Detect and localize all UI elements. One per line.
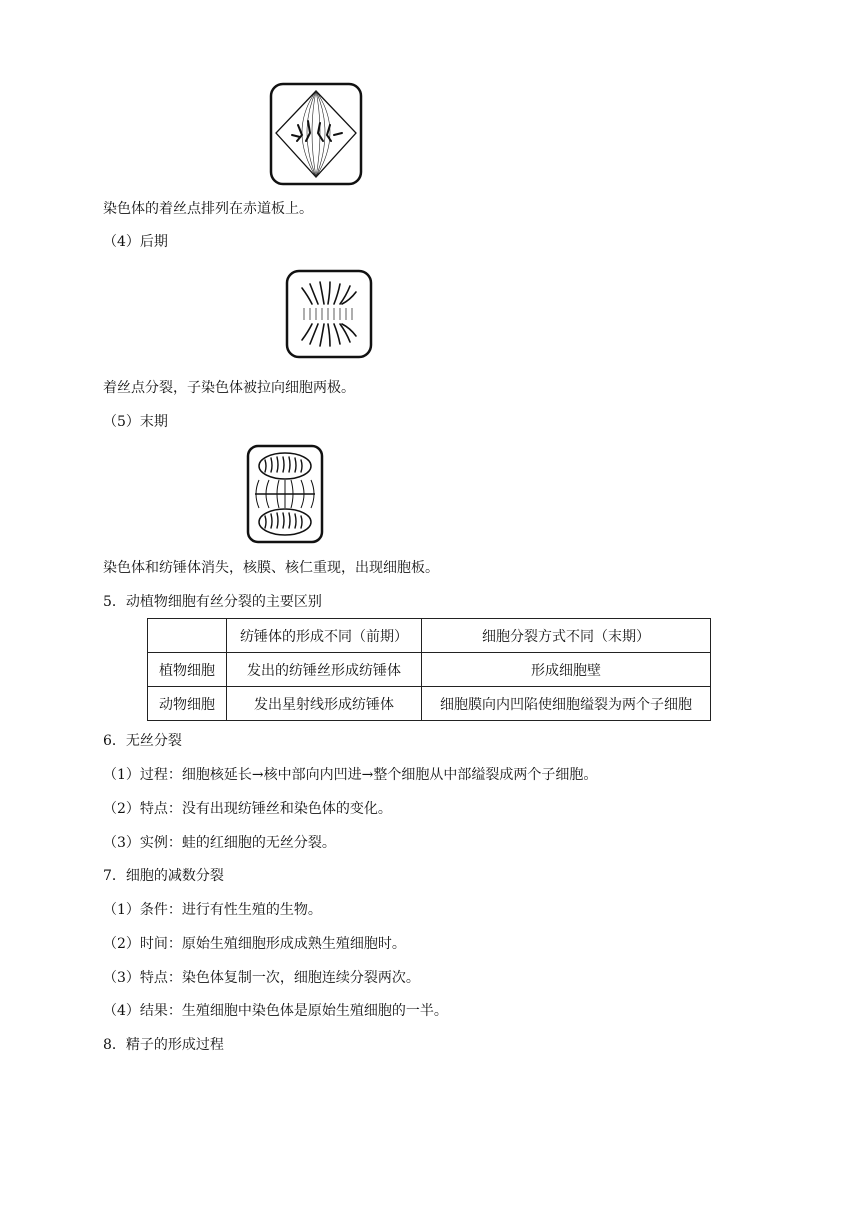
section-7-condition: （1）条件：进行有性生殖的生物。 xyxy=(103,902,322,918)
table-cell: 细胞膜向内凹陷使细胞缢裂为两个子细胞 xyxy=(422,687,711,721)
table-header-cell xyxy=(148,619,227,653)
table-header-cell: 细胞分裂方式不同（末期） xyxy=(422,619,711,653)
anaphase-figure xyxy=(284,268,374,360)
table-cell: 植物细胞 xyxy=(148,653,227,687)
table-cell: 发出星射线形成纺锤体 xyxy=(227,687,422,721)
table-row xyxy=(148,687,711,721)
comparison-table xyxy=(147,618,711,721)
section-6-feature: （2）特点：没有出现纺锤丝和染色体的变化。 xyxy=(103,801,392,817)
telophase-figure xyxy=(245,444,325,544)
table-cell: 发出的纺锤丝形成纺锤体 xyxy=(227,653,422,687)
anaphase-heading: （4）后期 xyxy=(103,234,168,250)
anaphase-cell-diagram xyxy=(284,268,374,360)
telophase-heading: （5）末期 xyxy=(103,414,168,430)
table-header-row xyxy=(148,619,711,653)
table-row xyxy=(148,653,711,687)
table-header-cell: 纺锤体的形成不同（前期） xyxy=(227,619,422,653)
telophase-cell-diagram xyxy=(245,444,325,544)
section-6-process: （1）过程：细胞核延长→核中部向内凹进→整个细胞从中部缢裂成两个子细胞。 xyxy=(103,767,598,783)
table-cell: 动物细胞 xyxy=(148,687,227,721)
section-7-result: （4）结果：生殖细胞中染色体是原始生殖细胞的一半。 xyxy=(103,1003,448,1019)
telophase-description: 染色体和纺锤体消失，核膜、核仁重现，出现细胞板。 xyxy=(103,560,439,576)
metaphase-cell-diagram xyxy=(268,81,366,187)
section-7-feature: （3）特点：染色体复制一次，细胞连续分裂两次。 xyxy=(103,970,420,986)
section-6-title: 6．无丝分裂 xyxy=(103,733,182,749)
metaphase-description: 染色体的着丝点排列在赤道板上。 xyxy=(103,201,313,217)
section-7-title: 7．细胞的减数分裂 xyxy=(103,868,224,884)
section-8-title: 8．精子的形成过程 xyxy=(103,1037,224,1053)
section-6-example: （3）实例：蛙的红细胞的无丝分裂。 xyxy=(103,835,336,851)
section-5-title: 5．动植物细胞有丝分裂的主要区别 xyxy=(103,594,322,610)
anaphase-description: 着丝点分裂，子染色体被拉向细胞两极。 xyxy=(103,380,355,396)
table-cell: 形成细胞壁 xyxy=(422,653,711,687)
metaphase-figure xyxy=(268,81,366,187)
section-7-time: （2）时间：原始生殖细胞形成成熟生殖细胞时。 xyxy=(103,936,406,952)
